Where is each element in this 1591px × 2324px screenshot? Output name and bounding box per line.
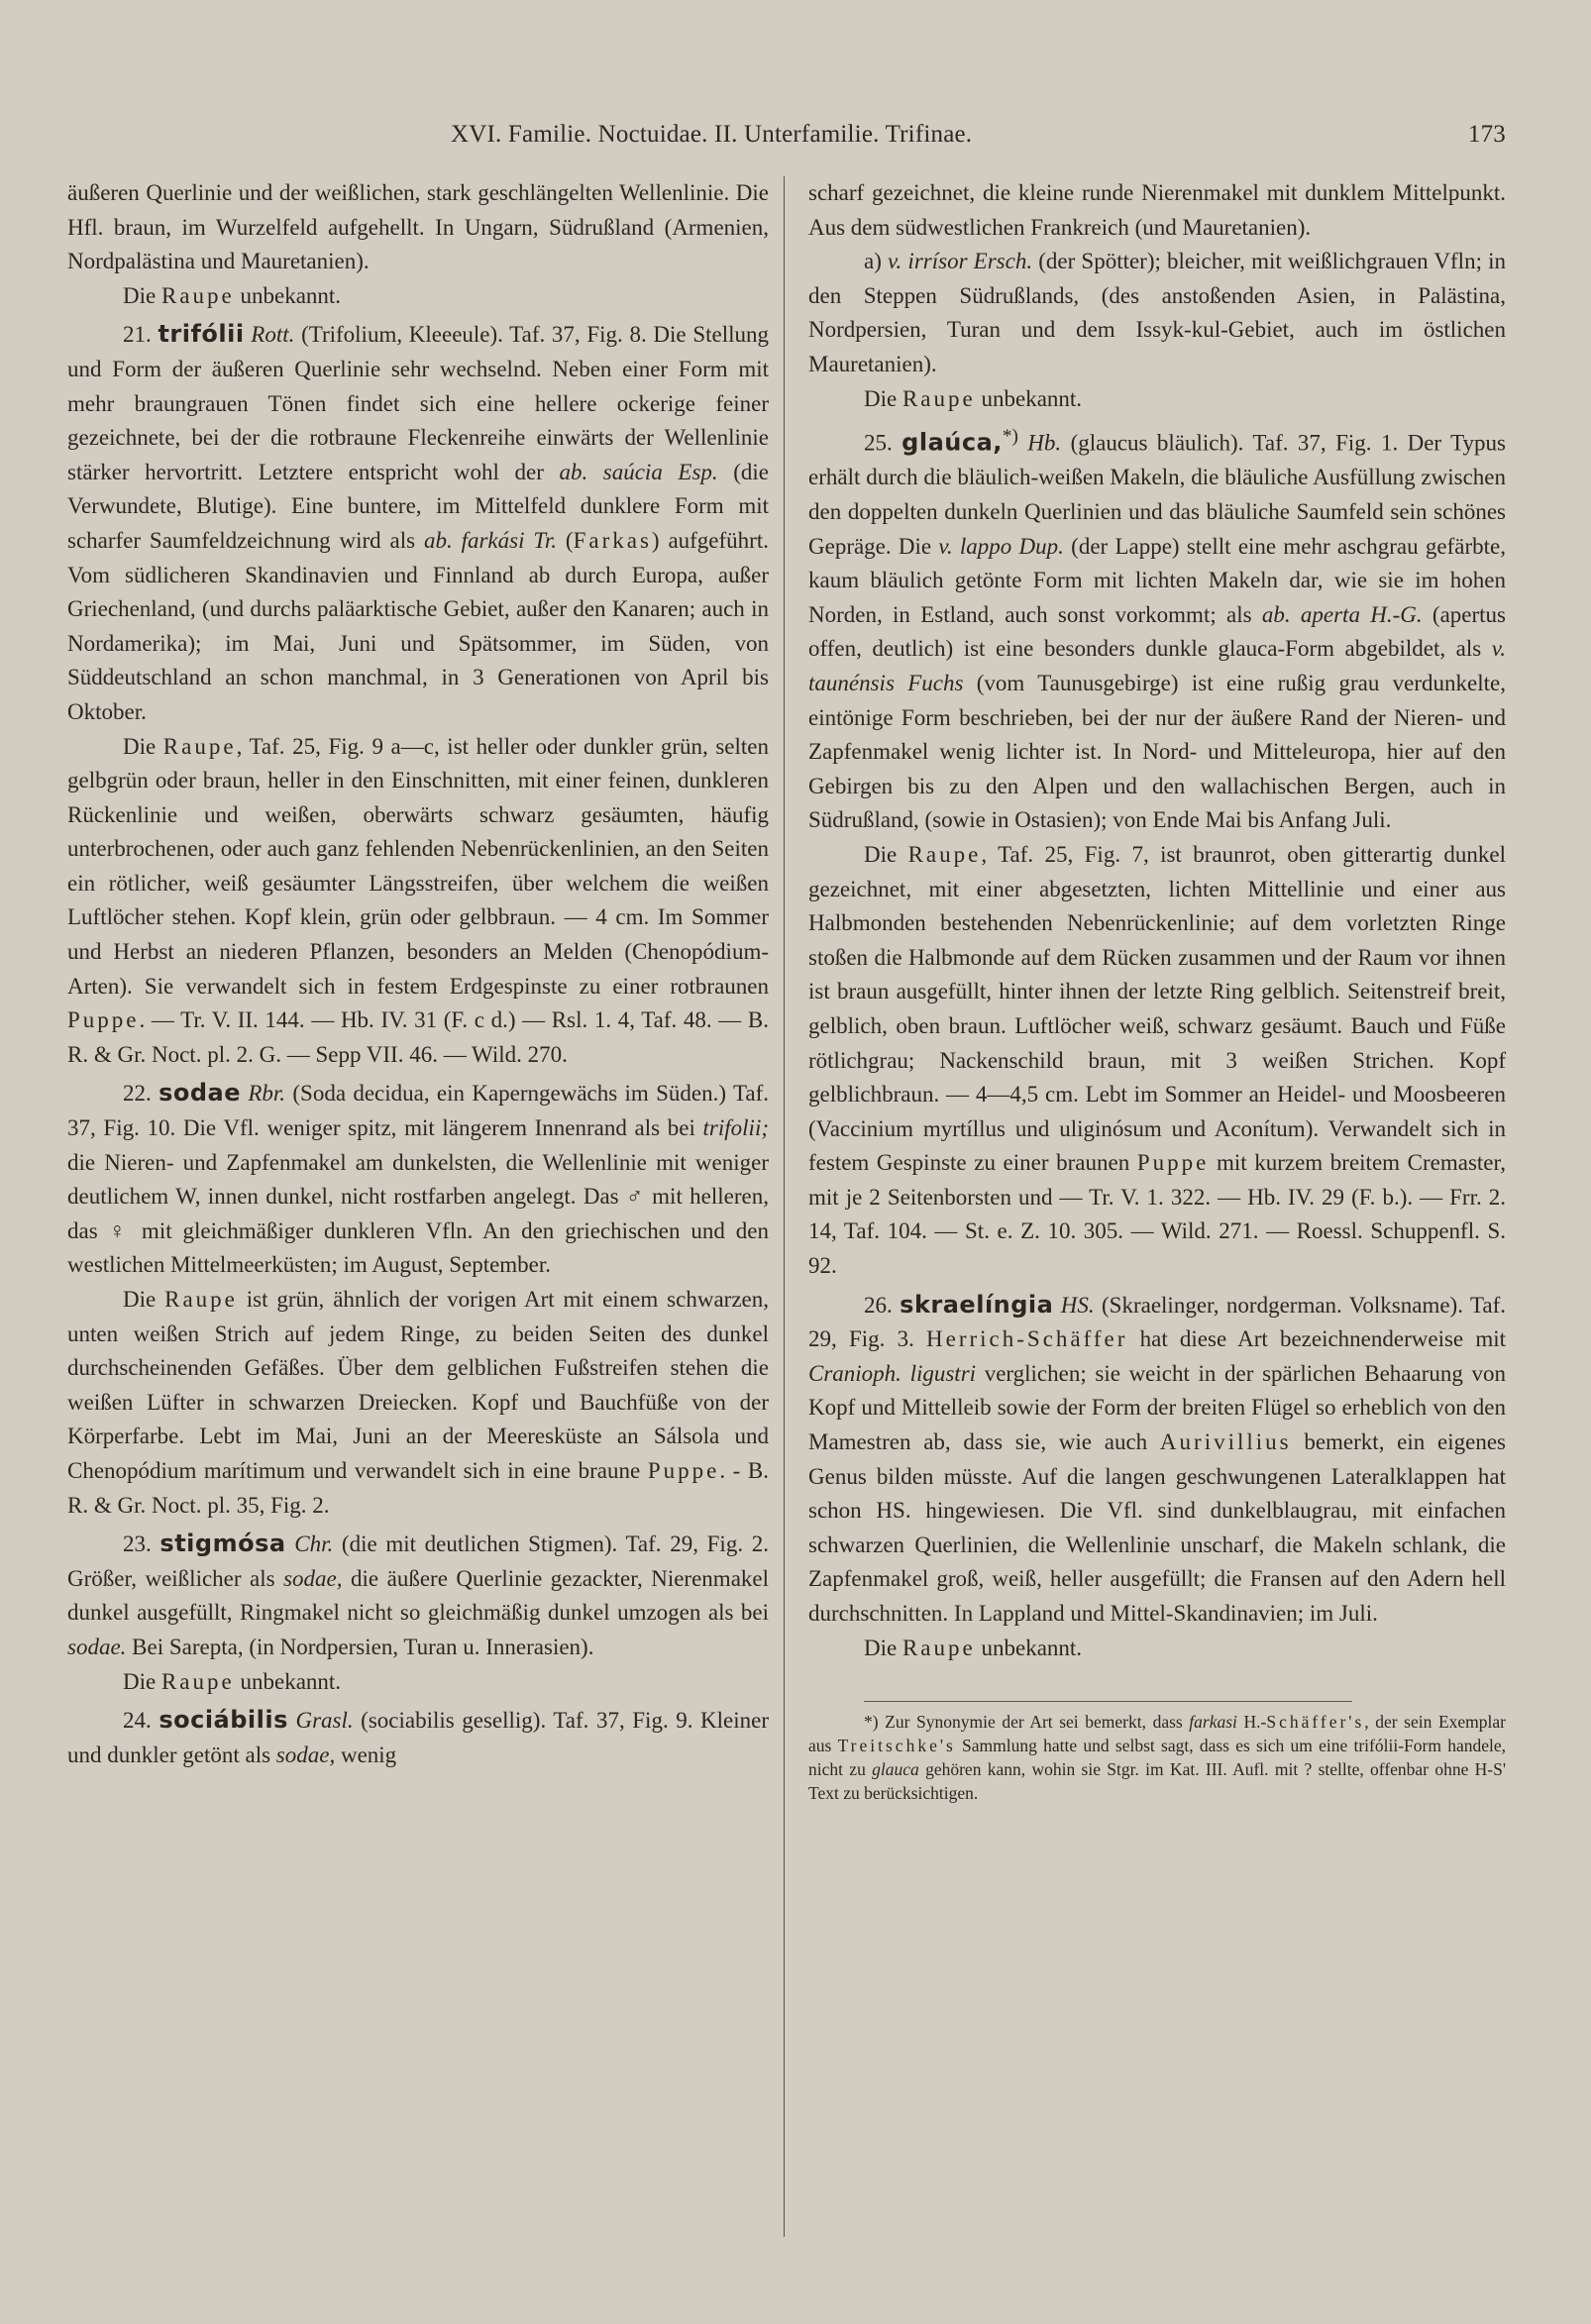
species-entry-26: 26. skraelíngia HS. (Skraelinger, nordgerman. Volksname). Taf. 29, Fig. 3. Herrich-Schäffer hat diese Art bezeichnenderweise mit Cranioph. ligustri verglichen; sie weicht in der spärlichen Behaarung von Kopf und Mittelleib sowie der Form der breiten Flügel so erheblich von den Mamestren ab, dass sie, wie auch Aurivillius bemerkt, ein eigenes Genus bilden müsste. Auf die langen geschwungenen Lateralklappen hat schon HS. hingewiesen. Die Vfl. sind dunkelblaugrau, mit einfachen schwarzen Querlinien, die Wellenlinie unscharf, die Makeln schlank, die Zapfenmakel groß, weiß, heller ausgefüllt; die Fransen auf den Adern hell durchschnitten. In Lappland und Mittel-Skandinavien; im Juli.: [808, 1290, 1507, 1626]
species-name: glaúca,: [902, 428, 1003, 457]
footnote-text: *) Zur Synonymie der Art sei bemerkt, dass farkasi H.-Schäffer's, der sein Exemplar aus Treitschke's Sammlung hatte und selbst sagt, dass es sich um eine trifólii-Form handele, nicht zu glauca gehören kann, wohin sie Stgr. im Kat. III. Aufl. mit ? stellte, offenbar ohne H-S' Text zu berücksichtigen.: [808, 1712, 1507, 1804]
species-name: sodae: [159, 1079, 242, 1108]
species-entry-23: 23. stigmósa Chr. (die mit deutlichen Stigmen). Taf. 29, Fig. 2. Größer, weißlicher als sodae, die äußere Querlinie gezackter, Nierenmakel dunkel ausgefüllt, Ringmakel nicht so gleichmäßig dunkel umzogen als bei sodae. Bei Sarepta, (in Nordpersien, Turan u. Innerasien).: [67, 1530, 769, 1659]
species-entry-22: 22. sodae Rbr. (Soda decidua, ein Kaperngewächs im Süden.) Taf. 37, Fig. 10. Die Vfl. weniger spitz, mit längerem Innenrand als bei trifolii; die Nieren- und Zapfenmakel am dunkelsten, die Wellenlinie mit weniger deutlichem W, innen dunkel, nicht rostfarben angelegt. Das ♂ mit helleren, das ♀ mit gleichmäßiger dunkleren Vfln. An den griechischen und den westlichen Mittelmeerküsten; im August, September.: [67, 1079, 770, 1278]
page-header: [451, 121, 1506, 160]
variety-paragraph: a) v. irrísor Ersch. (der Spötter); bleicher, mit weißlichgrauen Vfln; in den Steppen Südrußlands, (des anstoßenden Asien, in Palästina, Nordpersien, Turan und dem Issyk-kul-Gebiet, auch im östlichen Mauretanien).: [808, 249, 1506, 376]
paragraph: Die Raupe unbekannt.: [123, 282, 342, 308]
larva-paragraph: Die Raupe ist grün, ähnlich der vorigen Art mit einem schwarzen, unten weißen Strich auf jedem Ringe, zu beiden Seiten des dunkel durchscheinenden Gefäßes. Über dem gelblichen Fußstreifen stehen die weißen Lüfter in schwarzen Dreiecken. Kopf und Bauchfüße von der Körperfarbe. Lebt im Mai, Juni an der Meeresküste an Sálsola und Chenopódium marítimum und verwandelt sich in eine braune Puppe. - B. R. & Gr. Noct. pl. 35, Fig. 2.: [67, 1287, 770, 1518]
species-name: stigmósa: [159, 1530, 286, 1558]
right-column: [808, 176, 1506, 1805]
left-column: [67, 176, 769, 1772]
footnote: [808, 1691, 1506, 1805]
running-head: XVI. Familie. Noctuidae. II. Unterfamilie. Trifinae.: [451, 121, 973, 148]
page-number: 173: [1467, 121, 1506, 148]
footnote-marker: *): [1002, 426, 1018, 448]
species-entry-25: 25. glaúca,*) Hb. (glaucus bläulich). Taf. 37, Fig. 1. Der Typus erhält durch die bläulich-weißen Makeln, die bläuliche Ausfüllung zwischen den doppelten dunkeln Querlinien und das bläuliche Saumfeld sein schönes Gepräge. Die v. lappo Dup. (der Lappe) stellt eine mehr aschgrau gefärbte, kaum bläulich getönte Form mit lichten Makeln dar, wie sie im hohen Norden, in Estland, auch sonst vorkommt; als ab. aperta H.-G. (apertus offen, deutlich) ist eine besonders dunkle glauca-Form abgebildet, als v. taunénsis Fuchs (vom Taunusgebirge) ist eine rußig grau verdunkelte, eintönige Form beschrieben, bei der nur der äußere Rand der Nieren- und Zapfenmakel wenig lichter ist. In Nord- und Mitteleuropa, hier auf den Gebirgen bis zu den Alpen und den wallachischen Bergen, auch in Südrußland, (sowie in Ostasien); von Ende Mai bis Anfang Juli.: [808, 426, 1506, 833]
larva-paragraph: Die Raupe, Taf. 25, Fig. 7, ist braunrot, oben gitterartig dunkel gezeichnet, mit einer abgesetzten, lichten Mittellinie und einer aus Halbmonden bestehenden Nebenrückenlinie; auf dem vorletzten Ringe stoßen die Halbmonde auf dem Rücken zusammen und der Raum vor ihnen ist braun ausgefüllt, hinter ihnen der letzte Ring gelblich. Seitenstreif breit, gelblich, oben braun. Luftlöcher weiß, schwarz gesäumt. Bauch und Füße rötlichgrau; Nackenschild braun, mit 3 weißen Strichen. Kopf gelblichbraun. — 4—4,5 cm. Lebt im Sommer an Heidel- und Moosbeeren (Vaccinium myrtíllus und uliginósum und Aconítum). Verwandelt sich in festem Gespinste zu einer braunen Puppe mit kurzem breitem Cremaster, mit je 2 Seitenborsten und — Tr. V. 1. 322. — Hb. IV. 29 (F. b.). — Frr. 2. 14, Taf. 104. — St. e. Z. 10. 305. — Wild. 271. — Roessl. Schuppenfl. S. 92.: [808, 841, 1506, 1279]
species-name: skraelíngia: [900, 1290, 1054, 1319]
paragraph: äußeren Querlinie und der weißlichen, stark geschlängelten Wellenlinie. Die Hfl. braun, im Wurzelfeld aufgehellt. In Ungarn, Südrußland (Armenien, Nordpalästina und Mauretanien).: [67, 180, 769, 274]
species-entry-21: 21. trifólii Rott. (Trifolium, Kleeeule). Taf. 37, Fig. 8. Die Stellung und Form der äußeren Querlinie sehr wechselnd. Neben einer Form mit mehr braungrauen Tönen findet sich eine hellere ockerige feiner gezeichnete, bei der die rotbraune Fleckenreihe einwärts der Wellenlinie stärker hervortritt. Letztere entspricht wohl der ab. saúcia Esp. (die Verwundete, Blutige). Eine buntere, im Mittelfeld dunklere Form mit scharfer Saumfeldzeichnung wird als ab. farkási Tr. (Farkas) aufgeführt. Vom südlicheren Skandinavien und Finnland ab durch Europa, außer Griechenland, (und durchs paläarktische Gebiet, außer den Kanaren; auch in Nordamerika); im Mai, Juni und Spätsommer, im Süden, von Süddeutschland an schon manchmal, in 3 Generationen von April bis Oktober.: [67, 320, 769, 724]
footnote-rule: [864, 1701, 1352, 1702]
column-divider: [784, 176, 785, 2237]
larva-paragraph: Die Raupe unbekannt.: [123, 1668, 342, 1694]
larva-paragraph: Die Raupe unbekannt.: [864, 385, 1083, 411]
species-name: trifólii: [158, 320, 245, 349]
paragraph: scharf gezeichnet, die kleine runde Nierenmakel mit dunklem Mittelpunkt. Aus dem südwestlichen Frankreich (und Mauretanien).: [808, 180, 1506, 240]
species-entry-24: 24. sociábilis Grasl. (sociabilis gesellig). Taf. 37, Fig. 9. Kleiner und dunkler getönt als sodae, wenig: [67, 1706, 770, 1767]
species-name: sociábilis: [159, 1706, 288, 1735]
larva-paragraph: Die Raupe unbekannt.: [864, 1635, 1083, 1660]
larva-paragraph: Die Raupe, Taf. 25, Fig. 9 a—c, ist heller oder dunkler grün, selten gelbgrün oder braun, heller in den Einschnitten, mit einer feinen, dunkleren Rückenlinie und weißen, oberwärts schwarz gesäumten, häufig unterbrochenen, oder auch ganz fehlenden Nebenrückenlinien, an den Seiten ein rötlicher, weiß gesäumter Längsstreifen, über welchem die weißen Luftlöcher stehen. Kopf klein, grün oder gelbbraun. — 4 cm. Im Sommer und Herbst an niederen Pflanzen, besonders an Melden (Chenopódium-Arten). Sie verwandelt sich in festem Erdgespinste zu einer rotbraunen Puppe. — Tr. V. II. 144. — Hb. IV. 31 (F. c d.) — Rsl. 1. 4, Taf. 48. — B. R. & Gr. Noct. pl. 2. G. — Sepp VII. 46. — Wild. 270.: [67, 733, 769, 1067]
